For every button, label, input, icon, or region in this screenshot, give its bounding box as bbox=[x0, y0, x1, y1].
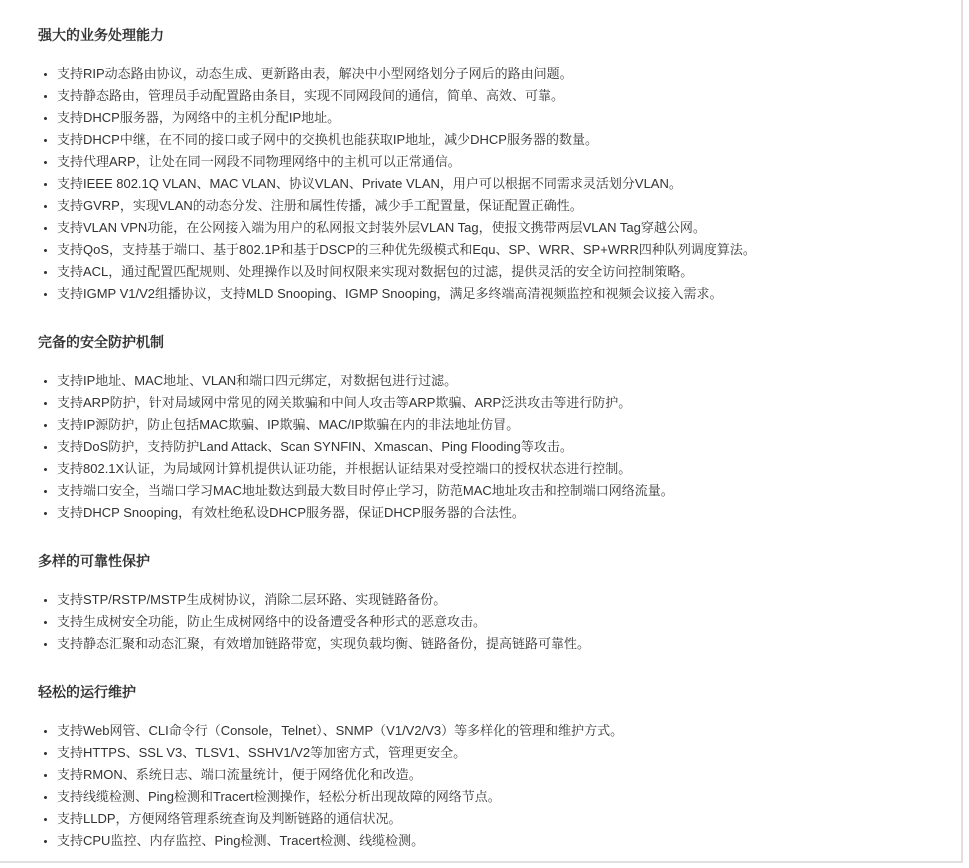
feature-item: • 支持STP/RSTP/MSTP生成树协议，消除二层环路、实现链路备份。 bbox=[57, 589, 951, 611]
feature-item: • 支持DoS防护，支持防护Land Attack、Scan SYNFIN、Xmascan、Ping Flooding等攻击。 bbox=[57, 436, 951, 458]
feature-item: • 支持HTTPS、SSL V3、TLSV1、SSHV1/V2等加密方式，管理更安全。 bbox=[57, 742, 951, 764]
feature-list bbox=[38, 589, 951, 655]
feature-item: • 支持IEEE 802.1Q VLAN、MAC VLAN、协议VLAN、Private VLAN，用户可以根据不同需求灵活划分VLAN。 bbox=[57, 173, 951, 195]
feature-item: • 支持ARP防护，针对局域网中常见的网关欺骗和中间人攻击等ARP欺骗、ARP泛洪攻击等进行防护。 bbox=[57, 392, 951, 414]
section-heading: 轻松的运行维护 bbox=[38, 684, 136, 700]
feature-item: • 支持Web网管、CLI命令行（Console，Telnet）、SNMP（V1/V2/V3）等多样化的管理和维护方式。 bbox=[57, 720, 951, 742]
feature-item: • 支持线缆检测、Ping检测和Tracert检测操作，轻松分析出现故障的网络节点。 bbox=[57, 786, 951, 808]
feature-item: • 支持IGMP V1/V2组播协议，支持MLD Snooping、IGMP Snooping，满足多终端高清视频监控和视频会议接入需求。 bbox=[57, 283, 951, 305]
feature-item: • 支持RMON、系统日志、端口流量统计，便于网络优化和改造。 bbox=[57, 764, 951, 786]
feature-item: • 支持生成树安全功能，防止生成树网络中的设备遭受各种形式的恶意攻击。 bbox=[57, 611, 951, 633]
feature-item: • 支持ACL，通过配置匹配规则、处理操作以及时间权限来实现对数据包的过滤，提供灵活的安全访问控制策略。 bbox=[57, 261, 951, 283]
section-easy-maintenance bbox=[38, 685, 951, 852]
feature-item: • 支持DHCP Snooping，有效杜绝私设DHCP服务器，保证DHCP服务器的合法性。 bbox=[57, 502, 951, 524]
feature-item: • 支持IP源防护，防止包括MAC欺骗、IP欺骗、MAC/IP欺骗在内的非法地址仿冒。 bbox=[57, 414, 951, 436]
feature-item: • 支持LLDP，方便网络管理系统查询及判断链路的通信状况。 bbox=[57, 808, 951, 830]
section-heading: 强大的业务处理能力 bbox=[38, 27, 164, 43]
feature-list bbox=[38, 63, 951, 305]
feature-item: • 支持代理ARP，让处在同一网段不同物理网络中的主机可以正常通信。 bbox=[57, 151, 951, 173]
section-heading: 多样的可靠性保护 bbox=[38, 553, 150, 569]
feature-item: • 支持静态路由，管理员手动配置路由条目，实现不同网段间的通信，简单、高效、可靠。 bbox=[57, 85, 951, 107]
feature-item: • 支持CPU监控、内存监控、Ping检测、Tracert检测、线缆检测。 bbox=[57, 830, 951, 852]
feature-item: • 支持RIP动态路由协议，动态生成、更新路由表，解决中小型网络划分子网后的路由问题。 bbox=[57, 63, 951, 85]
feature-item: • 支持QoS，支持基于端口、基于802.1P和基于DSCP的三种优先级模式和Equ、SP、WRR、SP+WRR四种队列调度算法。 bbox=[57, 239, 951, 261]
feature-item: • 支持DHCP中继，在不同的接口或子网中的交换机也能获取IP地址，减少DHCP服务器的数量。 bbox=[57, 129, 951, 151]
feature-item: • 支持静态汇聚和动态汇聚，有效增加链路带宽，实现负载均衡、链路备份，提高链路可靠性。 bbox=[57, 633, 951, 655]
section-security-protection bbox=[38, 335, 951, 524]
feature-item: • 支持IP地址、MAC地址、VLAN和端口四元绑定，对数据包进行过滤。 bbox=[57, 370, 951, 392]
feature-list bbox=[38, 720, 951, 852]
feature-item: • 支持GVRP，实现VLAN的动态分发、注册和属性传播，减少手工配置量，保证配置正确性。 bbox=[57, 195, 951, 217]
feature-item: • 支持VLAN VPN功能，在公网接入端为用户的私网报文封装外层VLAN Tag，使报文携带两层VLAN Tag穿越公网。 bbox=[57, 217, 951, 239]
feature-item: • 支持802.1X认证，为局域网计算机提供认证功能，并根据认证结果对受控端口的授权状态进行控制。 bbox=[57, 458, 951, 480]
feature-list bbox=[38, 370, 951, 524]
section-heading: 完备的安全防护机制 bbox=[38, 334, 164, 350]
section-reliability-protection bbox=[38, 554, 951, 655]
feature-item: • 支持端口安全，当端口学习MAC地址数达到最大数目时停止学习，防范MAC地址攻击和控制端口网络流量。 bbox=[57, 480, 951, 502]
feature-item: • 支持DHCP服务器，为网络中的主机分配IP地址。 bbox=[57, 107, 951, 129]
section-business-capability bbox=[38, 28, 951, 305]
